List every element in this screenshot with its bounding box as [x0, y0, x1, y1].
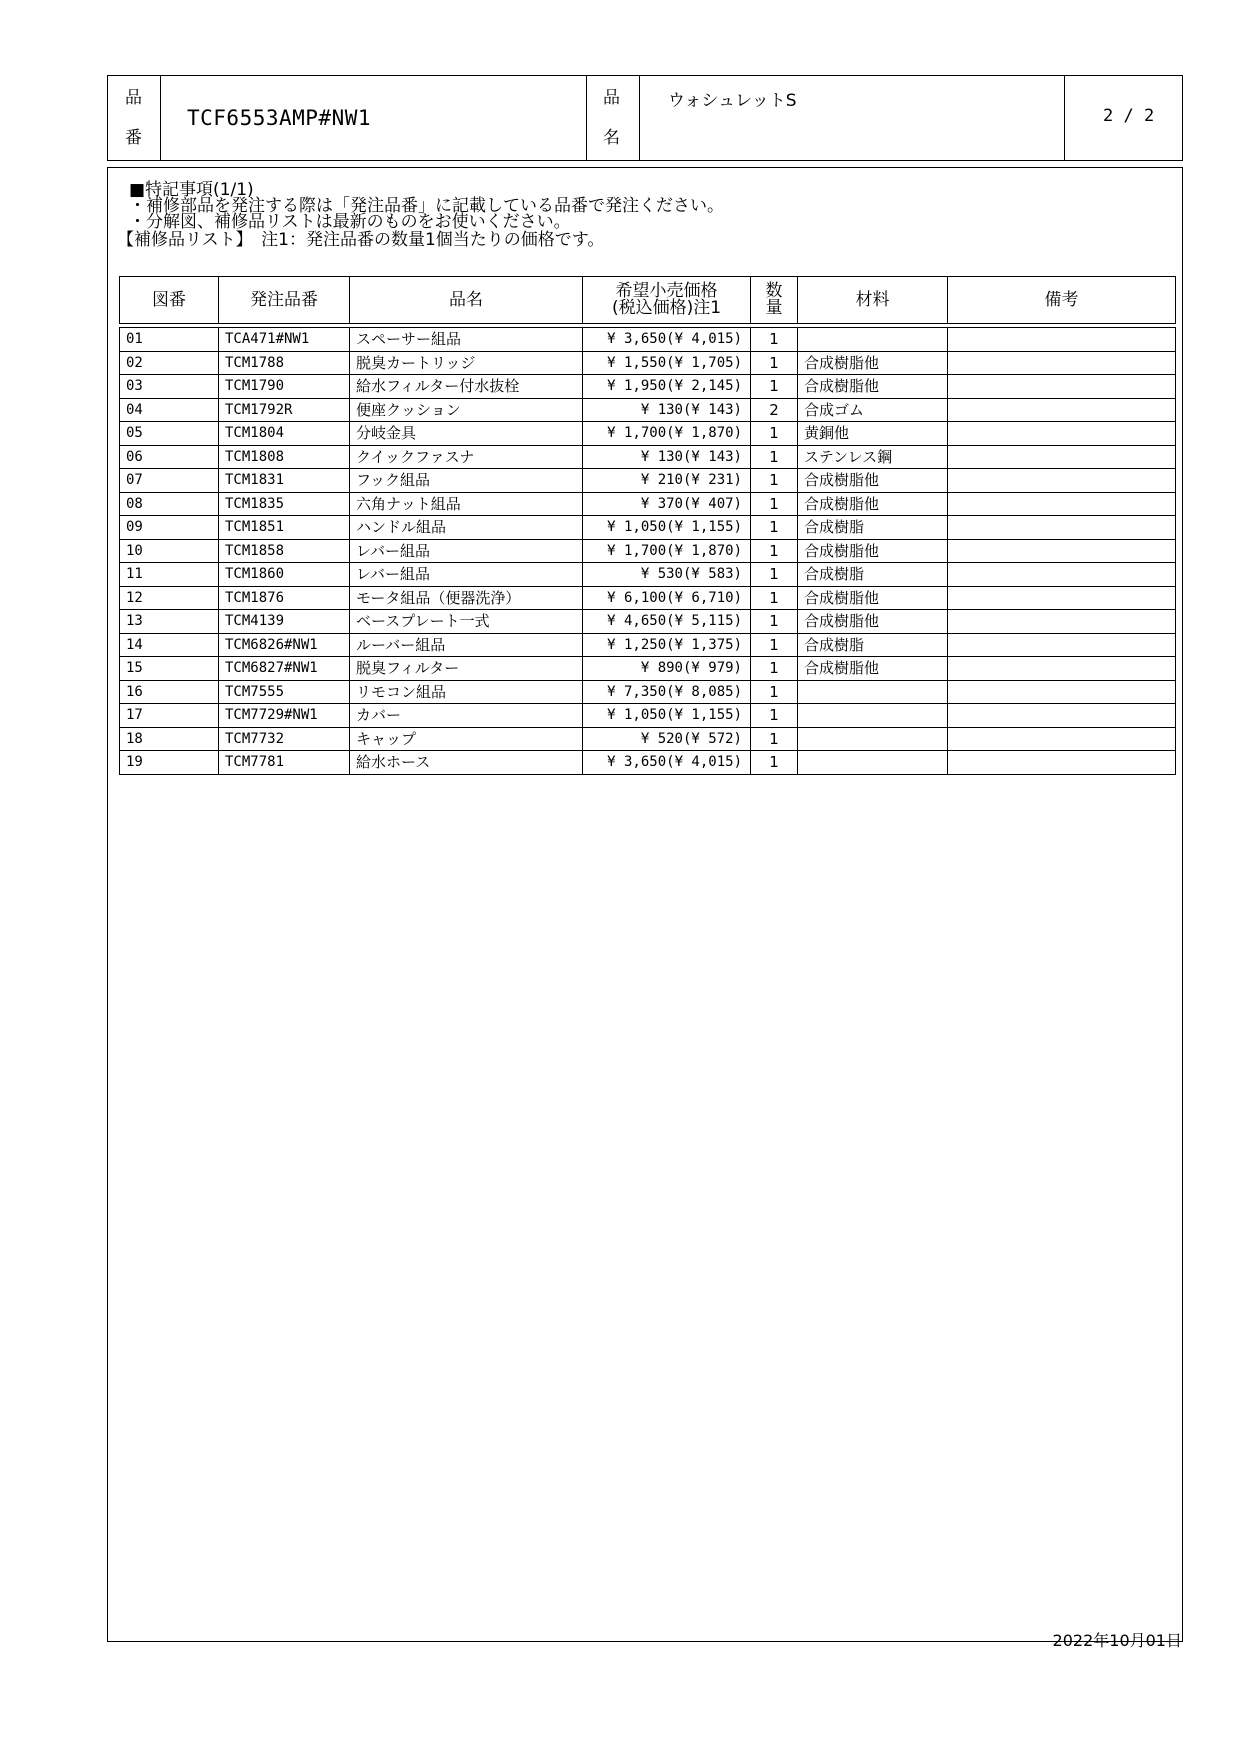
- fig-cell: 06: [120, 445, 219, 469]
- quantity-cell: 1: [751, 351, 798, 375]
- order-number-cell: TCM7555: [219, 680, 350, 704]
- fig-cell: 03: [120, 375, 219, 399]
- name-cell: リモコン組品: [350, 680, 583, 704]
- fig-cell: 11: [120, 563, 219, 587]
- fig-cell: 07: [120, 469, 219, 493]
- header-fig: 図番: [120, 277, 219, 324]
- remarks-cell: [948, 351, 1176, 375]
- material-cell: 合成樹脂: [798, 633, 948, 657]
- header-price-line2: (税込価格)注1: [611, 298, 722, 318]
- name-cell: 分岐金具: [350, 422, 583, 446]
- table-row: [120, 727, 1176, 751]
- price-cell: ¥ 130(¥ 143): [583, 398, 751, 422]
- price-cell: ¥ 530(¥ 583): [583, 563, 751, 587]
- remarks-cell: [948, 398, 1176, 422]
- fig-cell: 01: [120, 328, 219, 352]
- fig-cell: 09: [120, 516, 219, 540]
- name-cell: 給水フィルター付水抜栓: [350, 375, 583, 399]
- fig-cell: 15: [120, 657, 219, 681]
- product-name-label-2: 名: [603, 128, 620, 148]
- name-cell: 脱臭フィルター: [350, 657, 583, 681]
- header-name: 品名: [350, 277, 583, 324]
- price-cell: ¥ 4,650(¥ 5,115): [583, 610, 751, 634]
- quantity-cell: 1: [751, 633, 798, 657]
- material-cell: 合成ゴム: [798, 398, 948, 422]
- quantity-cell: 1: [751, 657, 798, 681]
- material-cell: 合成樹脂: [798, 563, 948, 587]
- order-number-cell: TCM1851: [219, 516, 350, 540]
- quantity-cell: 2: [751, 398, 798, 422]
- table-row: [120, 586, 1176, 610]
- notes-line: ・分解図、補修品リストは最新のものをお使いください。: [129, 212, 571, 232]
- material-cell: 合成樹脂他: [798, 375, 948, 399]
- price-cell: ¥ 130(¥ 143): [583, 445, 751, 469]
- header-qty-line2: 量: [765, 298, 783, 318]
- remarks-cell: [948, 727, 1176, 751]
- price-cell: ¥ 520(¥ 572): [583, 727, 751, 751]
- divider: [586, 76, 587, 160]
- fig-cell: 18: [120, 727, 219, 751]
- fig-cell: 13: [120, 610, 219, 634]
- name-cell: スペーサー組品: [350, 328, 583, 352]
- price-cell: ¥ 3,650(¥ 4,015): [583, 328, 751, 352]
- order-number-cell: TCM4139: [219, 610, 350, 634]
- material-cell: [798, 751, 948, 775]
- material-cell: 合成樹脂: [798, 516, 948, 540]
- remarks-cell: [948, 586, 1176, 610]
- fig-cell: 17: [120, 704, 219, 728]
- price-cell: ¥ 1,050(¥ 1,155): [583, 704, 751, 728]
- parts-table: [119, 276, 1176, 775]
- divider: [160, 76, 161, 160]
- price-cell: ¥ 6,100(¥ 6,710): [583, 586, 751, 610]
- table-row: [120, 351, 1176, 375]
- table-row: [120, 328, 1176, 352]
- table-header-row: [120, 277, 1176, 324]
- part-number-label-1: 品: [125, 88, 142, 108]
- remarks-cell: [948, 492, 1176, 516]
- page-number: 2 / 2: [1103, 106, 1155, 126]
- material-cell: 合成樹脂他: [798, 610, 948, 634]
- header-quantity: [751, 277, 798, 324]
- quantity-cell: 1: [751, 539, 798, 563]
- fig-cell: 05: [120, 422, 219, 446]
- order-number-cell: TCM6827#NW1: [219, 657, 350, 681]
- order-number-cell: TCM1790: [219, 375, 350, 399]
- fig-cell: 12: [120, 586, 219, 610]
- quantity-cell: 1: [751, 375, 798, 399]
- divider: [1064, 76, 1065, 160]
- material-cell: [798, 328, 948, 352]
- table-row: [120, 704, 1176, 728]
- table-row: [120, 610, 1176, 634]
- price-cell: ¥ 210(¥ 231): [583, 469, 751, 493]
- name-cell: 六角ナット組品: [350, 492, 583, 516]
- price-cell: ¥ 1,050(¥ 1,155): [583, 516, 751, 540]
- remarks-cell: [948, 539, 1176, 563]
- quantity-cell: 1: [751, 563, 798, 587]
- order-number-cell: TCM1808: [219, 445, 350, 469]
- table-row: [120, 633, 1176, 657]
- quantity-cell: 1: [751, 727, 798, 751]
- divider: [639, 76, 640, 160]
- order-number-cell: TCM1804: [219, 422, 350, 446]
- table-row: [120, 539, 1176, 563]
- name-cell: カバー: [350, 704, 583, 728]
- fig-cell: 14: [120, 633, 219, 657]
- table-row: [120, 375, 1176, 399]
- order-number-cell: TCM1858: [219, 539, 350, 563]
- remarks-cell: [948, 610, 1176, 634]
- notes-heading: ■特記事項(1/1): [129, 180, 254, 200]
- header-remarks: 備考: [948, 277, 1176, 324]
- material-cell: [798, 727, 948, 751]
- name-cell: キャップ: [350, 727, 583, 751]
- name-cell: 給水ホース: [350, 751, 583, 775]
- table-row: [120, 398, 1176, 422]
- material-cell: 合成樹脂他: [798, 657, 948, 681]
- header-price: [583, 277, 751, 324]
- name-cell: レバー組品: [350, 563, 583, 587]
- price-cell: ¥ 890(¥ 979): [583, 657, 751, 681]
- table-row: [120, 445, 1176, 469]
- table-row: [120, 751, 1176, 775]
- price-cell: ¥ 7,350(¥ 8,085): [583, 680, 751, 704]
- table-row: [120, 469, 1176, 493]
- material-cell: [798, 680, 948, 704]
- remarks-cell: [948, 516, 1176, 540]
- header-qty-line1: 数: [765, 281, 783, 301]
- fig-cell: 16: [120, 680, 219, 704]
- order-number-cell: TCM1835: [219, 492, 350, 516]
- name-cell: レバー組品: [350, 539, 583, 563]
- quantity-cell: 1: [751, 469, 798, 493]
- quantity-cell: 1: [751, 328, 798, 352]
- name-cell: モータ組品（便器洗浄）: [350, 586, 583, 610]
- name-cell: ハンドル組品: [350, 516, 583, 540]
- remarks-cell: [948, 751, 1176, 775]
- table-row: [120, 516, 1176, 540]
- remarks-cell: [948, 633, 1176, 657]
- material-cell: 合成樹脂他: [798, 351, 948, 375]
- table-row: [120, 657, 1176, 681]
- table-row: [120, 680, 1176, 704]
- quantity-cell: 1: [751, 680, 798, 704]
- fig-cell: 10: [120, 539, 219, 563]
- quantity-cell: 1: [751, 445, 798, 469]
- order-number-cell: TCM1860: [219, 563, 350, 587]
- order-number-cell: TCM6826#NW1: [219, 633, 350, 657]
- price-cell: ¥ 1,700(¥ 1,870): [583, 422, 751, 446]
- price-cell: ¥ 3,650(¥ 4,015): [583, 751, 751, 775]
- part-number-value: TCF6553AMP#NW1: [187, 106, 372, 130]
- name-cell: 脱臭カートリッジ: [350, 351, 583, 375]
- material-cell: 合成樹脂他: [798, 469, 948, 493]
- notes-section: [117, 182, 724, 248]
- order-number-cell: TCM7781: [219, 751, 350, 775]
- remarks-cell: [948, 445, 1176, 469]
- price-cell: ¥ 1,700(¥ 1,870): [583, 539, 751, 563]
- quantity-cell: 1: [751, 586, 798, 610]
- notes-line: ・補修部品を発注する際は「発注品番」に記載している品番で発注ください。: [129, 196, 724, 216]
- material-cell: 合成樹脂他: [798, 539, 948, 563]
- table-row: [120, 422, 1176, 446]
- price-cell: ¥ 1,950(¥ 2,145): [583, 375, 751, 399]
- issue-date: 2022年10月01日: [1052, 1631, 1182, 1650]
- name-cell: ベースプレート一式: [350, 610, 583, 634]
- header-order-number: 発注品番: [219, 277, 350, 324]
- remarks-cell: [948, 469, 1176, 493]
- order-number-cell: TCM7729#NW1: [219, 704, 350, 728]
- remarks-cell: [948, 375, 1176, 399]
- quantity-cell: 1: [751, 492, 798, 516]
- product-name-value: ウォシュレットS: [668, 91, 797, 111]
- remarks-cell: [948, 680, 1176, 704]
- remarks-cell: [948, 657, 1176, 681]
- material-cell: 合成樹脂他: [798, 492, 948, 516]
- name-cell: 便座クッション: [350, 398, 583, 422]
- price-cell: ¥ 1,250(¥ 1,375): [583, 633, 751, 657]
- part-number-label-2: 番: [125, 128, 142, 148]
- table-row: [120, 563, 1176, 587]
- table-row: [120, 492, 1176, 516]
- product-name-label-1: 品: [603, 88, 620, 108]
- price-cell: ¥ 1,550(¥ 1,705): [583, 351, 751, 375]
- price-cell: ¥ 370(¥ 407): [583, 492, 751, 516]
- fig-cell: 04: [120, 398, 219, 422]
- order-number-cell: TCA471#NW1: [219, 328, 350, 352]
- remarks-cell: [948, 422, 1176, 446]
- quantity-cell: 1: [751, 610, 798, 634]
- fig-cell: 08: [120, 492, 219, 516]
- name-cell: クイックファスナ: [350, 445, 583, 469]
- fig-cell: 19: [120, 751, 219, 775]
- name-cell: フック組品: [350, 469, 583, 493]
- header-box: [107, 75, 1183, 161]
- header-material: 材料: [798, 277, 948, 324]
- order-number-cell: TCM1876: [219, 586, 350, 610]
- order-number-cell: TCM1792R: [219, 398, 350, 422]
- material-cell: 合成樹脂他: [798, 586, 948, 610]
- quantity-cell: 1: [751, 516, 798, 540]
- quantity-cell: 1: [751, 751, 798, 775]
- remarks-cell: [948, 328, 1176, 352]
- order-number-cell: TCM1788: [219, 351, 350, 375]
- material-cell: ステンレス鋼: [798, 445, 948, 469]
- header-price-line1: 希望小売価格: [615, 281, 718, 301]
- list-title: 【補修品リスト】 注1：発注品番の数量1個当たりの価格です。: [117, 230, 605, 250]
- order-number-cell: TCM7732: [219, 727, 350, 751]
- name-cell: ルーバー組品: [350, 633, 583, 657]
- order-number-cell: TCM1831: [219, 469, 350, 493]
- quantity-cell: 1: [751, 422, 798, 446]
- quantity-cell: 1: [751, 704, 798, 728]
- fig-cell: 02: [120, 351, 219, 375]
- remarks-cell: [948, 704, 1176, 728]
- remarks-cell: [948, 563, 1176, 587]
- material-cell: [798, 704, 948, 728]
- material-cell: 黄銅他: [798, 422, 948, 446]
